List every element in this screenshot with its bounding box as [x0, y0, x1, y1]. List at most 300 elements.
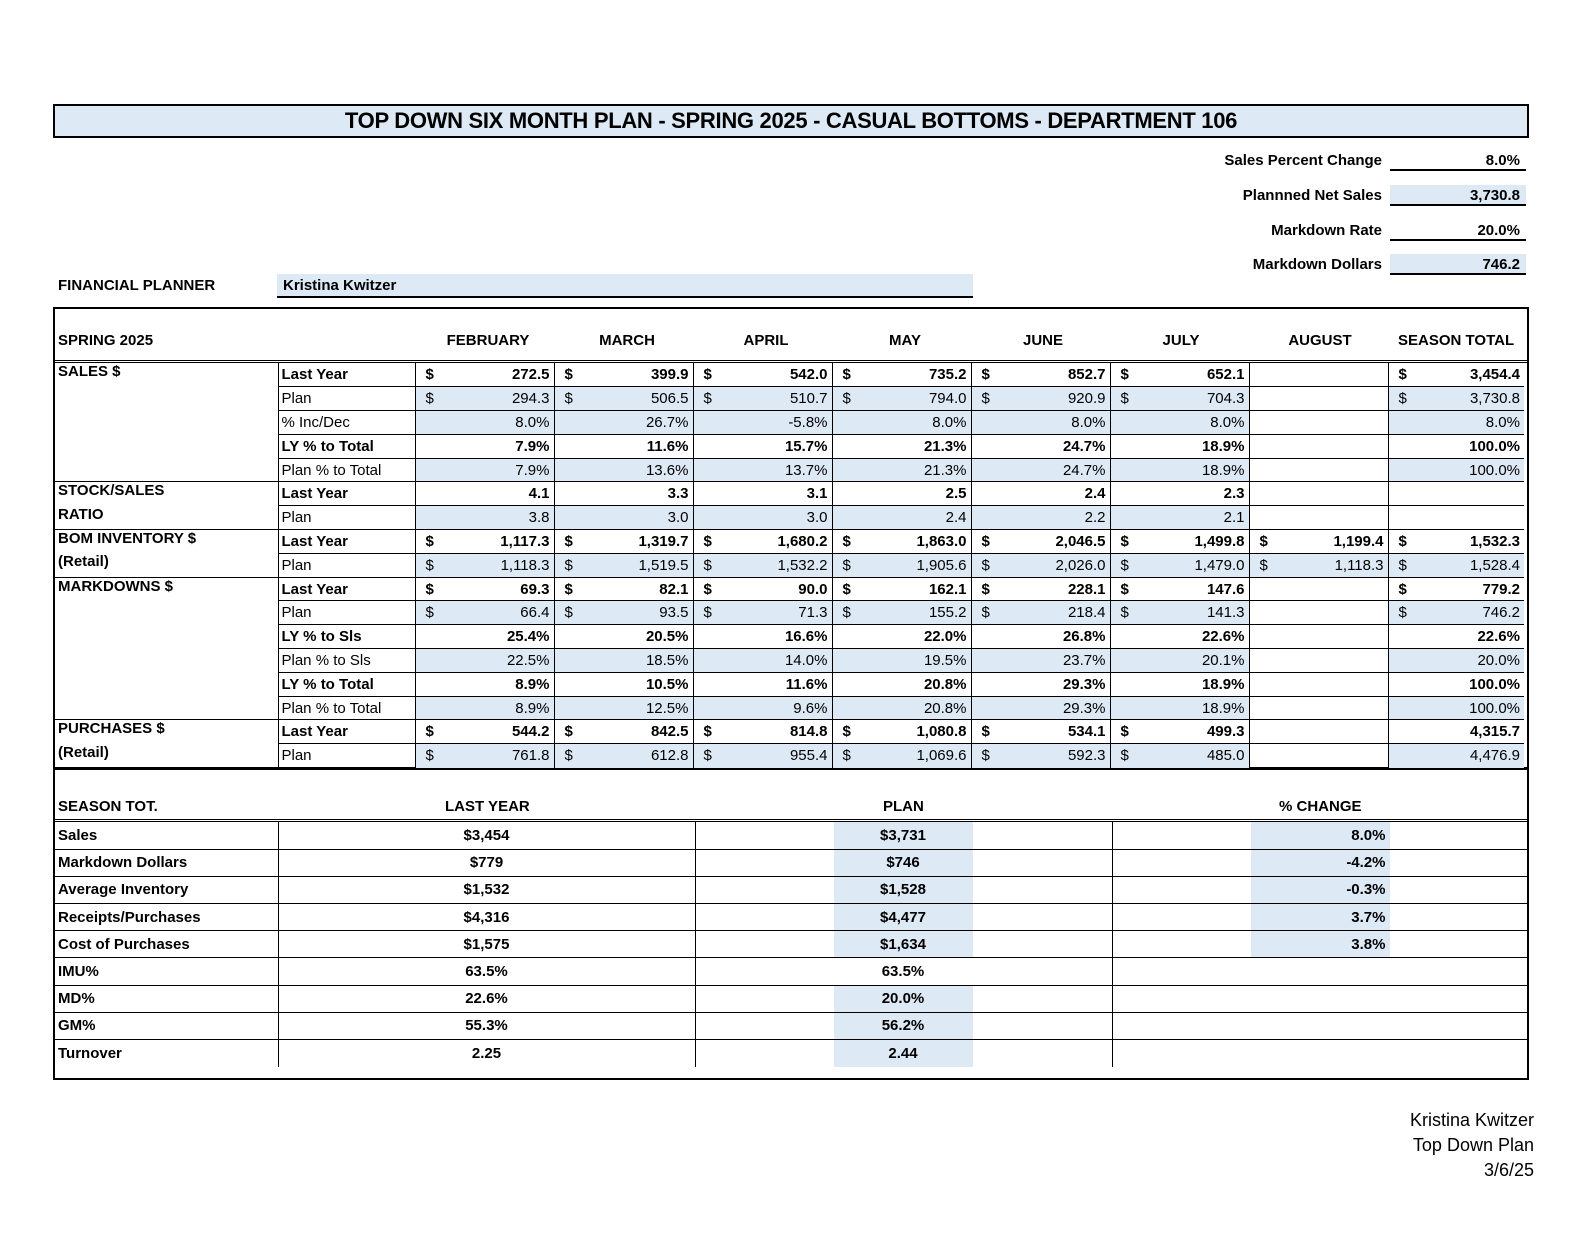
- month-cell[interactable]: [415, 387, 554, 411]
- table-row: [55, 458, 1524, 482]
- table-row: [55, 577, 1524, 601]
- month-cell[interactable]: [832, 696, 971, 720]
- dollar-sign: $: [842, 556, 851, 574]
- month-header: JULY: [1162, 332, 1200, 349]
- dollar-sign: $: [703, 747, 712, 765]
- month-cell[interactable]: [693, 411, 832, 435]
- season-row: [55, 849, 1527, 876]
- cell-value: 162.1: [928, 580, 967, 598]
- cell-value: 1,319.7: [638, 532, 689, 550]
- dollar-sign: $: [1120, 604, 1129, 622]
- dollar-sign: $: [842, 580, 851, 598]
- season-plan-cell: [695, 849, 1112, 876]
- season-pct-cell: [1112, 876, 1527, 903]
- month-cell: [1110, 625, 1249, 649]
- month-cell[interactable]: [832, 458, 971, 482]
- cell-value: 141.3: [1206, 604, 1245, 622]
- cell-value: 13.7%: [784, 461, 828, 479]
- season-tot-pct-header: % CHANGE: [1279, 798, 1362, 815]
- cell-value: 23.7%: [1062, 651, 1106, 669]
- season-total-cell: [1388, 458, 1524, 482]
- cell-value: 100.0%: [1469, 437, 1520, 455]
- month-cell[interactable]: [971, 387, 1110, 411]
- month-cell[interactable]: [1110, 601, 1249, 625]
- season-plan-cell: [695, 985, 1112, 1012]
- dollar-sign: $: [703, 723, 712, 741]
- month-cell: [832, 625, 971, 649]
- month-cell: [971, 482, 1110, 506]
- month-cell[interactable]: [554, 696, 693, 720]
- month-cell[interactable]: [415, 744, 554, 768]
- section-label: [55, 672, 278, 696]
- month-cell[interactable]: [1110, 696, 1249, 720]
- dollar-sign: $: [1398, 604, 1407, 622]
- cell-value: 26.8%: [1062, 628, 1106, 646]
- cell-value: 10.5%: [645, 675, 689, 693]
- season-plan-cell: [695, 1040, 1112, 1067]
- season-row: [55, 931, 1527, 958]
- cell-value: 4.1: [528, 485, 550, 503]
- table-row: [55, 649, 1524, 673]
- dollar-sign: $: [564, 390, 573, 408]
- dollar-sign: $: [703, 580, 712, 598]
- season-total-cell: [1388, 553, 1524, 577]
- month-cell: [415, 720, 554, 744]
- season-plan-value[interactable]: $3,731: [834, 822, 973, 849]
- section-label: [55, 411, 278, 435]
- month-cell: [693, 577, 832, 601]
- table-row: [55, 434, 1524, 458]
- season-total-cell: [1388, 744, 1524, 768]
- cell-value: 228.1: [1067, 580, 1106, 598]
- month-cell[interactable]: [971, 506, 1110, 530]
- dollar-sign: $: [703, 556, 712, 574]
- month-cell[interactable]: [832, 553, 971, 577]
- cell-value: 1,905.6: [916, 556, 967, 574]
- month-cell: [1249, 482, 1388, 506]
- season-plan-cell: [695, 1012, 1112, 1039]
- season-total-cell: [1388, 577, 1524, 601]
- cell-value: 1,479.0: [1194, 556, 1245, 574]
- month-cell: [1249, 649, 1388, 673]
- month-cell: [1249, 744, 1388, 768]
- dollar-sign: $: [1120, 556, 1129, 574]
- section-label: [55, 649, 278, 673]
- season-last-year-value: $1,532: [278, 876, 695, 903]
- season-total-cell: [1388, 696, 1524, 720]
- month-cell[interactable]: [693, 387, 832, 411]
- season-last-year-value: 55.3%: [278, 1012, 695, 1039]
- season-plan-value[interactable]: $1,528: [834, 877, 973, 903]
- season-pct-value: -0.3%: [1251, 877, 1390, 903]
- cell-value: 20.5%: [645, 628, 689, 646]
- table-row: [55, 482, 1524, 506]
- month-cell[interactable]: [1249, 553, 1388, 577]
- row-label: Plan: [278, 553, 415, 577]
- season-plan-value[interactable]: 2.44: [834, 1040, 973, 1067]
- month-cell[interactable]: [554, 458, 693, 482]
- footer-doc: Top Down Plan: [1412, 1135, 1534, 1155]
- month-cell: [832, 363, 971, 387]
- cell-value: 20.0%: [1477, 651, 1520, 669]
- row-label: LY % to Total: [278, 434, 415, 458]
- dollar-sign: $: [1398, 366, 1407, 384]
- dollar-sign: $: [425, 747, 434, 765]
- summary-label: Markdown Dollars: [1252, 256, 1382, 273]
- section-label: (Retail): [55, 553, 278, 577]
- dollar-sign: $: [981, 390, 990, 408]
- month-cell[interactable]: [554, 553, 693, 577]
- month-cell[interactable]: [554, 601, 693, 625]
- season-pct-cell: [1112, 985, 1527, 1012]
- cell-value: 542.0: [789, 366, 828, 384]
- row-label: Plan: [278, 744, 415, 768]
- dollar-sign: $: [1398, 390, 1407, 408]
- table-row: [55, 387, 1524, 411]
- row-label: Last Year: [278, 363, 415, 387]
- section-label: MARKDOWNS $: [55, 577, 278, 601]
- row-label: % Inc/Dec: [278, 411, 415, 435]
- month-cell[interactable]: [971, 744, 1110, 768]
- cell-value: 24.7%: [1062, 461, 1106, 479]
- season-row-label: Cost of Purchases: [55, 931, 278, 958]
- month-cell: [693, 672, 832, 696]
- month-cell: [971, 577, 1110, 601]
- month-cell[interactable]: [554, 744, 693, 768]
- month-cell: [554, 530, 693, 554]
- month-cell: [1249, 458, 1388, 482]
- table-row: [55, 720, 1524, 744]
- page-title: TOP DOWN SIX MONTH PLAN - SPRING 2025 - CASUAL BOTTOMS - DEPARTMENT 106: [53, 104, 1529, 138]
- month-cell[interactable]: [415, 601, 554, 625]
- month-cell: [971, 530, 1110, 554]
- month-cell[interactable]: [832, 506, 971, 530]
- cell-value: 20.1%: [1201, 651, 1245, 669]
- dollar-sign: $: [842, 366, 851, 384]
- cell-value: 11.6%: [785, 675, 828, 693]
- cell-value: 22.6%: [1201, 628, 1245, 646]
- month-cell[interactable]: [554, 506, 693, 530]
- dollar-sign: $: [842, 532, 851, 550]
- cell-value: 544.2: [511, 723, 550, 741]
- cell-value: 26.7%: [645, 413, 689, 431]
- month-cell[interactable]: [415, 553, 554, 577]
- dollar-sign: $: [703, 366, 712, 384]
- month-cell[interactable]: [415, 506, 554, 530]
- section-label: [55, 625, 278, 649]
- dollar-sign: $: [981, 604, 990, 622]
- month-cell: [1110, 530, 1249, 554]
- month-cell: [554, 363, 693, 387]
- cell-value: 534.1: [1067, 723, 1106, 741]
- cell-value: 510.7: [789, 390, 828, 408]
- season-row: [55, 985, 1527, 1012]
- cell-value: 90.0: [798, 580, 828, 598]
- season-total-cell: [1388, 601, 1524, 625]
- month-cell[interactable]: [832, 649, 971, 673]
- cell-value: 93.5: [659, 604, 689, 622]
- cell-value: 20.8%: [923, 699, 967, 717]
- season-tot-last-year-header: LAST YEAR: [445, 798, 530, 815]
- cell-value: 8.0%: [1210, 413, 1245, 431]
- month-cell[interactable]: [1110, 458, 1249, 482]
- month-cell[interactable]: [1110, 387, 1249, 411]
- section-label: (Retail): [55, 744, 278, 768]
- month-cell[interactable]: [1110, 744, 1249, 768]
- month-cell[interactable]: [415, 696, 554, 720]
- cell-value: 761.8: [511, 747, 550, 765]
- cell-value: 499.3: [1206, 723, 1245, 741]
- month-cell: [415, 530, 554, 554]
- season-row: [55, 1040, 1527, 1067]
- row-label: Last Year: [278, 482, 415, 506]
- season-header: SPRING 2025: [58, 332, 154, 349]
- month-cell[interactable]: [554, 411, 693, 435]
- cell-value: 1,118.3: [1334, 556, 1384, 574]
- dollar-sign: $: [564, 366, 573, 384]
- cell-value: 147.6: [1206, 580, 1245, 598]
- table-row: [55, 553, 1524, 577]
- month-cell: [415, 482, 554, 506]
- month-cell: [415, 625, 554, 649]
- season-plan-value[interactable]: 56.2%: [834, 1013, 973, 1039]
- month-cell: [693, 482, 832, 506]
- month-cell[interactable]: [832, 387, 971, 411]
- cell-value: 18.9%: [1201, 437, 1245, 455]
- summary-value[interactable]: 746.2: [1390, 254, 1526, 275]
- month-cell: [693, 720, 832, 744]
- dollar-sign: $: [842, 747, 851, 765]
- month-cell: [415, 434, 554, 458]
- season-pct-value: 3.8%: [1251, 931, 1390, 957]
- dollar-sign: $: [564, 556, 573, 574]
- dollar-sign: $: [981, 580, 990, 598]
- dollar-sign: $: [981, 532, 990, 550]
- month-cell[interactable]: [693, 553, 832, 577]
- month-cell[interactable]: [415, 411, 554, 435]
- dollar-sign: $: [1259, 556, 1268, 574]
- summary-label: Plannned Net Sales: [1242, 187, 1382, 204]
- section-label: STOCK/SALES: [55, 482, 278, 506]
- cell-value: 8.0%: [515, 413, 550, 431]
- month-cell[interactable]: [1110, 553, 1249, 577]
- dollar-sign: $: [425, 580, 434, 598]
- cell-value: 1,118.3: [500, 556, 550, 574]
- row-label: Plan % to Total: [278, 458, 415, 482]
- row-label: Plan: [278, 506, 415, 530]
- month-cell[interactable]: [832, 601, 971, 625]
- season-last-year-value: 2.25: [278, 1040, 695, 1067]
- section-label: PURCHASES $: [55, 720, 278, 744]
- dollar-sign: $: [1398, 556, 1407, 574]
- cell-value: 22.0%: [923, 628, 967, 646]
- cell-value: 18.9%: [1201, 675, 1245, 693]
- season-pct-value: 3.7%: [1251, 904, 1390, 930]
- month-cell: [832, 577, 971, 601]
- season-total-cell: [1388, 720, 1524, 744]
- season-total-cell: [1388, 506, 1524, 530]
- season-plan-value[interactable]: 20.0%: [834, 986, 973, 1012]
- season-tot-label: SEASON TOT.: [58, 798, 158, 815]
- cell-value: 2.2: [1084, 509, 1106, 527]
- cell-value: 155.2: [928, 604, 967, 622]
- month-cell[interactable]: [1110, 506, 1249, 530]
- season-row-label: Turnover: [55, 1040, 278, 1067]
- season-plan-cell: [695, 876, 1112, 903]
- month-cell[interactable]: [832, 411, 971, 435]
- cell-value: 852.7: [1067, 366, 1106, 384]
- month-cell: [415, 672, 554, 696]
- month-cell: [415, 577, 554, 601]
- dollar-sign: $: [981, 723, 990, 741]
- cell-value: 25.4%: [506, 628, 550, 646]
- month-cell[interactable]: [415, 458, 554, 482]
- season-row: [55, 1012, 1527, 1039]
- dollar-sign: $: [1120, 747, 1129, 765]
- month-cell: [832, 482, 971, 506]
- section-label: BOM INVENTORY $: [55, 530, 278, 554]
- cell-value: 779.2: [1482, 580, 1520, 598]
- month-cell[interactable]: [832, 744, 971, 768]
- row-label: Plan % to Total: [278, 696, 415, 720]
- month-cell: [1249, 577, 1388, 601]
- month-cell[interactable]: [971, 696, 1110, 720]
- month-cell: [1249, 363, 1388, 387]
- dollar-sign: $: [981, 556, 990, 574]
- season-row: [55, 958, 1527, 985]
- row-label: LY % to Sls: [278, 625, 415, 649]
- month-cell: [971, 625, 1110, 649]
- footer: [1410, 1108, 1534, 1183]
- month-cell: [1110, 672, 1249, 696]
- month-header: MARCH: [599, 332, 655, 349]
- month-cell[interactable]: [1110, 649, 1249, 673]
- row-label: Last Year: [278, 577, 415, 601]
- cell-value: 13.6%: [645, 461, 689, 479]
- season-plan-value[interactable]: $1,634: [834, 931, 973, 957]
- month-cell[interactable]: [554, 649, 693, 673]
- season-last-year-value: $4,316: [278, 904, 695, 931]
- month-cell: [1249, 530, 1388, 554]
- month-cell: [1249, 601, 1388, 625]
- season-last-year-value: 22.6%: [278, 985, 695, 1012]
- month-cell[interactable]: [693, 649, 832, 673]
- footer-name: Kristina Kwitzer: [1409, 1110, 1534, 1130]
- monthly-plan-table: [53, 307, 1529, 769]
- month-cell[interactable]: [971, 411, 1110, 435]
- cell-value: 21.3%: [923, 461, 967, 479]
- season-plan-value[interactable]: $4,477: [834, 904, 973, 930]
- month-cell[interactable]: [693, 744, 832, 768]
- season-row-label: IMU%: [55, 958, 278, 985]
- season-pct-cell: [1112, 958, 1527, 985]
- table-row: [55, 696, 1524, 720]
- section-label: RATIO: [55, 506, 278, 530]
- cell-value: 16.6%: [784, 628, 828, 646]
- season-total-table: [53, 768, 1529, 1080]
- month-cell: [971, 434, 1110, 458]
- month-cell[interactable]: [971, 601, 1110, 625]
- dollar-sign: $: [425, 556, 434, 574]
- dollar-sign: $: [1120, 580, 1129, 598]
- dollar-sign: $: [1398, 580, 1407, 598]
- dollar-sign: $: [981, 366, 990, 384]
- month-cell[interactable]: [415, 649, 554, 673]
- row-label: Plan: [278, 601, 415, 625]
- cell-value: 20.8%: [923, 675, 967, 693]
- season-total-cell: [1388, 434, 1524, 458]
- section-label: [55, 387, 278, 411]
- dollar-sign: $: [564, 723, 573, 741]
- month-cell[interactable]: [693, 696, 832, 720]
- cell-value: 18.9%: [1201, 461, 1245, 479]
- month-cell: [971, 672, 1110, 696]
- dollar-sign: $: [564, 747, 573, 765]
- season-row-label: GM%: [55, 1012, 278, 1039]
- month-cell[interactable]: [693, 506, 832, 530]
- month-cell[interactable]: [693, 601, 832, 625]
- section-label: [55, 601, 278, 625]
- cell-value: 2.3: [1223, 485, 1245, 503]
- cell-value: 218.4: [1067, 604, 1106, 622]
- financial-planner-label: FINANCIAL PLANNER: [58, 277, 216, 294]
- cell-value: 1,863.0: [916, 532, 967, 550]
- dollar-sign: $: [842, 604, 851, 622]
- summary-value[interactable]: 3,730.8: [1390, 185, 1526, 206]
- month-cell[interactable]: [554, 387, 693, 411]
- season-pct-cell: [1112, 822, 1527, 849]
- summary-label: Sales Percent Change: [1224, 152, 1382, 169]
- cell-value: 100.0%: [1469, 461, 1520, 479]
- cell-value: 842.5: [650, 723, 689, 741]
- season-tot-plan-header: PLAN: [883, 798, 924, 815]
- cell-value: 3,454.4: [1469, 366, 1520, 384]
- season-total-cell: [1388, 363, 1524, 387]
- cell-value: 15.7%: [784, 437, 828, 455]
- row-label: Plan: [278, 387, 415, 411]
- cell-value: 21.3%: [923, 437, 967, 455]
- month-cell: [1249, 696, 1388, 720]
- month-cell[interactable]: [971, 649, 1110, 673]
- month-cell: [832, 672, 971, 696]
- season-pct-cell: [1112, 1012, 1527, 1039]
- month-cell[interactable]: [971, 458, 1110, 482]
- cell-value: 8.0%: [1071, 413, 1106, 431]
- dollar-sign: $: [1398, 532, 1407, 550]
- financial-planner-name[interactable]: Kristina Kwitzer: [277, 274, 973, 298]
- cell-value: 8.0%: [1485, 413, 1520, 431]
- month-cell[interactable]: [1110, 411, 1249, 435]
- season-plan-value[interactable]: $746: [834, 850, 973, 876]
- cell-value: 506.5: [650, 390, 689, 408]
- cell-value: 485.0: [1206, 747, 1245, 765]
- season-pct-cell: [1112, 849, 1527, 876]
- month-cell: [1249, 672, 1388, 696]
- month-header: JUNE: [1022, 332, 1063, 349]
- season-last-year-value: $3,454: [278, 822, 695, 849]
- cell-value: 652.1: [1206, 366, 1245, 384]
- cell-value: 3.1: [806, 485, 828, 503]
- month-cell[interactable]: [693, 458, 832, 482]
- cell-value: 22.6%: [1477, 628, 1520, 646]
- table-row: [55, 601, 1524, 625]
- cell-value: 3.0: [667, 509, 689, 527]
- cell-value: 7.9%: [515, 461, 550, 479]
- dollar-sign: $: [425, 390, 434, 408]
- month-cell[interactable]: [971, 553, 1110, 577]
- row-label: Last Year: [278, 530, 415, 554]
- summary-value: 8.0%: [1390, 150, 1526, 171]
